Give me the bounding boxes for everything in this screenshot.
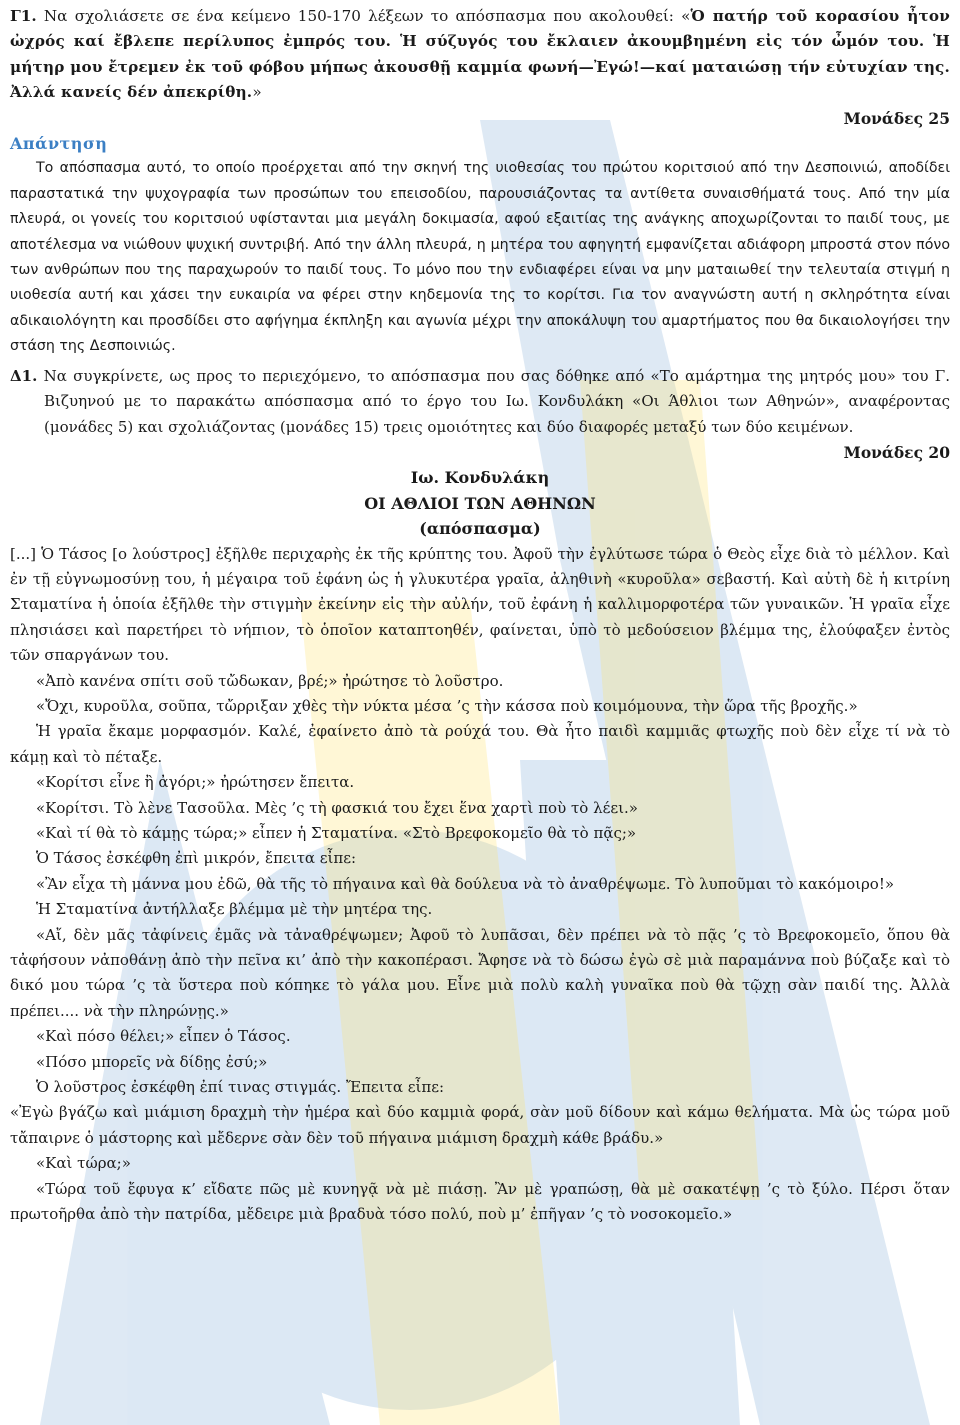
excerpt-paragraph: «Ἀπὸ κανένα σπίτι σοῦ τὤδωκαν, βρέ;» ἠρώτησε τὸ λοῦστρο.	[36, 671, 504, 690]
question-prompt: Να συγκρίνετε, ως προς το περιεχόμενο, το απόσπασμα που σας δόθηκε από «Το αμάρτημα της μητρός μου» του Γ. Βιζυηνού με το παρακάτω απόσπασμα από το έργο του Ιω. Κονδυλάκη «Οι Άθλιοι των Αθηνών», αναφέροντας (μονάδες 5) και σχολιάζοντας (μονάδες 15) τρεις ομοιότητες και δύο διαφορές μεταξύ των δύο κειμένων.	[37, 366, 950, 436]
excerpt-paragraph: «Κορίτσι εἶνε ἢ ἀγόρι;» ἠρώτησεν ἔπειτα.	[36, 773, 355, 792]
excerpt-subtitle: (απόσπασμα)	[419, 519, 541, 539]
excerpt-paragraph: «Ἂν εἶχα τὴ μάννα μου ἐδῶ, θὰ τῆς τὸ πήγαινα καὶ θὰ δούλευα νὰ τὸ ἀναθρέψωμε. Τὸ λυποῦμαι τὸ κακόμοιρο!»	[36, 874, 895, 893]
excerpt-title: ΟΙ ΑΘΛΙΟΙ ΤΩΝ ΑΘΗΝΩΝ	[364, 493, 596, 513]
question-number: Γ1.	[10, 7, 37, 25]
question-quote: Ὁ πατήρ τοῦ κορασίου ἦτον ὠχρός καί ἔβλεπε περίλυπος ἐμπρός του. Ἡ σύζυγός του ἔκλαιεν ἀκουμβημένη εἰς τόν ὦμόν του. Ἡ μήτηρ μου ἔτρεμεν ἐκ τοῦ φόβου μήπως ἀκουσθῇ καμμία φωνή—Ἐγώ!—καί ματαιώσῃ τήν εὐτυχίαν της. Ἀλλά κανείς δέν ἀπεκρίθη.	[10, 7, 950, 102]
answer-text: Το απόσπασμα αυτό, το οποίο προέρχεται από την σκηνή της υιοθεσίας του πρώτου κοριτσιού από την Δεσποινιώ, αποδίδει παραστατικά την ψυχογραφία των προσώπων του επεισοδίου, παρουσιάζοντας τα αντίθετα συναισθήματά τους. Από την μία πλευρά, οι γονείς του κοριτσιού υφίστανται μια μεγάλη δοκιμασία, αφού εξαιτίας της ανάγκης αποχωρίζονται το παιδί τους, με αποτέλεσμα να νιώθουν ψυχική συντριβή. Από την άλλη πλευρά, η μητέρα του αφηγητή εμφανίζεται αδιάφορη μπροστά στον πόνο των ανθρώπων που της παραχωρούν το παιδί τους. Το μόνο που την ενδιαφέρει είναι να μην ματαιωθεί την τελευταία στιγμή η υιοθεσία αυτή και χάσει την ευκαιρία να φέρει στην κηδεμονία της το κορίτσι. Για τον αναγνώστη αυτή η σκληρότητα είναι αδικαιολόγητη και προσδίδει στο αφήγημα έκπληξη και αγωνία μέχρι την αποκάλυψη του αμαρτήματος που θα δικαιολογήσει την στάση της Δεσποινιώς.	[10, 160, 950, 355]
excerpt-paragraph: Ὁ Τάσος ἐσκέφθη ἐπὶ μικρόν, ἔπειτα εἶπε:	[36, 849, 357, 868]
answer-label: Απάντηση	[10, 134, 108, 154]
excerpt-paragraph: «Κορίτσι. Τὸ λὲνε Τασοῦλα. Μὲς ’ς τὴ φασκιά του ἔχει ἕνα χαρτὶ ποὺ τὸ λέει.»	[36, 798, 638, 817]
excerpt-paragraph: «Καὶ τί θὰ τὸ κάμῃς τώρα;» εἶπεν ἡ Σταματίνα. «Στὸ Βρεφοκομεῖο θὰ τὸ πᾷς;»	[36, 824, 637, 842]
question-number: Δ1.	[10, 366, 38, 385]
excerpt-paragraph: «Αἴ, δὲν μᾶς τἀφίνεις ἐμᾶς νὰ τἀναθρέψωμεν; Ἀφοῦ τὸ λυπᾶσαι, δὲν πρέπει νὰ τὸ πᾷς ’ς τὸ Βρεφοκομεῖο, ὅπου θὰ τἀφήσουν νἀποθάνῃ ἀπὸ τὴν πεῖνα κι’ ἀπὸ τὴν κακοπέρασι. Ἄφησε νὰ τὸ δώσω ἐγὼ σὲ μιὰ παραμάννα ποὺ βύζαξε καὶ τὸ δικό μου τώρα ’ς τὰ ὕστερα ποὺ κόπηκε τὸ γάλα μου. Εἶνε μιὰ πολὺ καλὴ γυναῖκα ποὺ θὰ τῷχῃ σὰν παιδί της. Ἀλλὰ πρέπει.... νὰ τὴν πληρώνῃς.»	[10, 925, 950, 1020]
excerpt-paragraph: Ἡ Σταματίνα ἀντήλλαξε βλέμμα μὲ τὴν μητέρα της.	[36, 900, 433, 919]
marks-d1: Μονάδες 20	[843, 442, 950, 462]
excerpt-paragraph: «Ὄχι, κυροῦλα, σοῦπα, τὤρριξαν χθὲς τὴν νύκτα μέσα ’ς τὴν κάσσα ποὺ κοιμόμουνα, τὴν ὥρα τῆς βροχῆς.»	[36, 696, 858, 715]
marks-g1: Μονάδες 25	[843, 108, 950, 128]
quote-closing: »	[252, 83, 262, 102]
excerpt-paragraph: «Πόσο μπορεῖς νὰ δίδῃς ἐσύ;»	[36, 1052, 268, 1071]
excerpt-paragraph: Ὁ λοῦστρος ἐσκέφθη ἐπί τινας στιγμάς. Ἔπειτα εἶπε:	[36, 1078, 445, 1097]
excerpt-paragraph: «Ἐγὼ βγάζω καὶ μιάμιση δραχμὴ τὴν ἡμέρα καὶ δύο καμμιὰ φορά, σὰν μοῦ δίδουν καὶ κάμω θελήματα. Μὰ ὡς τώρα μοῦ τἄπαιρνε ὁ μάστορης καὶ μἔδερνε σὰν δὲν τοῦ πήγαινα μιάμιση δραχμὴ κάθε βράδυ.»	[10, 1103, 950, 1147]
excerpt-paragraph: [...] Ὁ Τάσος [ο λούστρος] ἐξῆλθε περιχαρὴς ἐκ τῆς κρύπτης του. Ἀφοῦ τὴν ἐγλύτωσε τώρα ὁ Θεὸς εἶχε διὰ τὸ μέλλον. Καὶ ἐν τῇ εὐγνωμοσύνῃ του, ἡ μέγαιρα τοῦ ἐφάνη ὡς ἡ γλυκυτέρα γραῖα, ἀληθινὴ «κυροῦλα» σεβαστή. Καὶ αὐτὴ δὲ ἡ κιτρίνη Σταματίνα ἡ ὁποία ἐξῆλθε τὴν στιγμὴν ἐκείνην εἰς τὴν αὐλήν, τοῦ ἐφάνη ἡ καλλιμορφοτέρα τῶν γυναικῶν. Ἡ γραῖα εἶχε πλησιάσει καὶ παρετήρει τὸ νήπιον, τὸ ὁποῖον καταπτοηθέν, φαίνεται, ὑπὸ τὸ μεδούσειον βλέμμα της, ἐλούφαξεν ἐντὸς τῶν σπαργάνων του.	[10, 544, 950, 665]
excerpt-body	[10, 542, 950, 1228]
excerpt-paragraph: «Τώρα τοῦ ἔφυγα κ’ εἴδατε πῶς μὲ κυνηγᾷ νὰ μὲ πιάσῃ. Ἂν μὲ γραπώσῃ, θὰ μὲ σακατέψῃ ’ς τὸ ξύλο. Πέρσι ὅταν πρωτοῆρθα ἀπὸ τὴν πατρίδα, μἔδειρε μιὰ βραδυὰ τόσο πολύ, ποὺ μ’ ἐπῆγαν ’ς τὸ νοσοκομεῖο.»	[10, 1179, 950, 1224]
question-g1	[10, 4, 950, 106]
excerpt-author: Ιω. Κονδυλάκη	[410, 468, 550, 488]
question-prompt: Να σχολιάσετε σε ένα κείμενο 150-170 λέξεων το απόσπασμα που ακολουθεί: «	[36, 7, 691, 25]
question-d1	[10, 364, 950, 440]
excerpt-paragraph: «Καὶ πόσο θέλει;» εἶπεν ὁ Τάσος.	[36, 1027, 291, 1046]
excerpt-paragraph: Ἡ γραῖα ἔκαμε μορφασμόν. Καλέ, ἐφαίνετο ἀπὸ τὰ ρούχά του. Θὰ ἦτο παιδὶ καμμιᾶς φτωχῆς ποὺ δὲν εἶχε τί νὰ τὸ κάμῃ καὶ τὸ πέταξε.	[10, 722, 950, 766]
excerpt-paragraph: «Καὶ τώρα;»	[36, 1154, 131, 1173]
